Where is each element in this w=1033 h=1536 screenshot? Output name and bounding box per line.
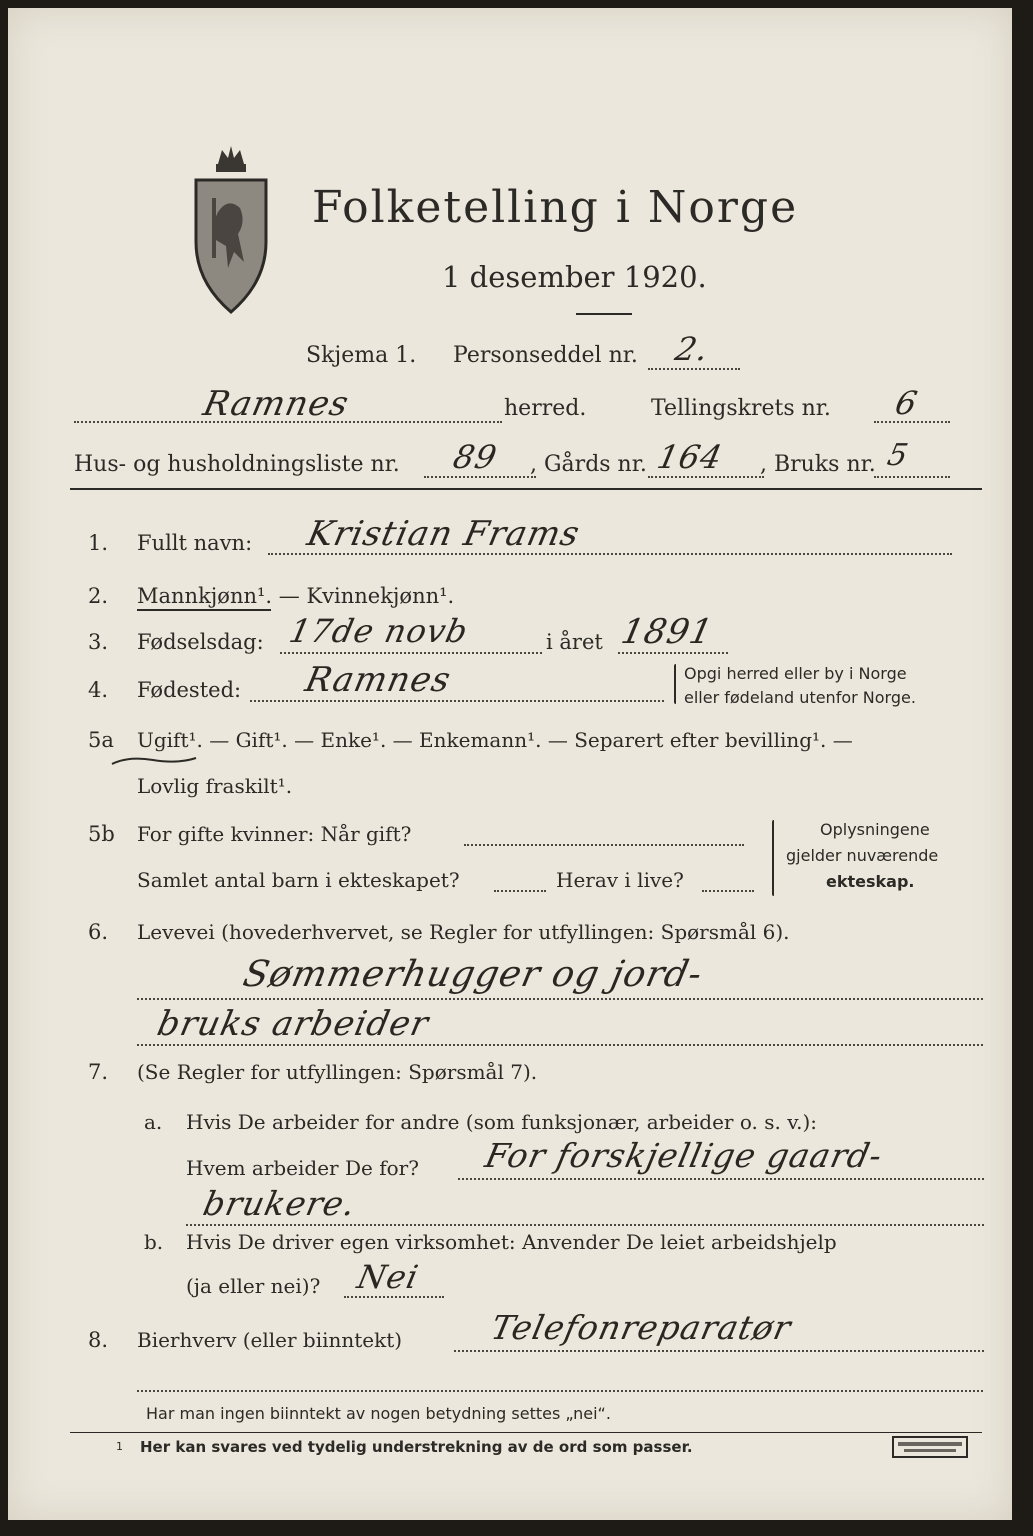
q7b-label-2: (ja eller nei)?	[186, 1274, 321, 1298]
q5b-note-1: Oplysningene	[820, 820, 930, 839]
census-date: 1 desember 1920.	[442, 260, 707, 294]
q6-number: 6.	[88, 920, 109, 944]
bruks-value: 5	[884, 438, 912, 473]
q4-number: 4.	[88, 678, 109, 702]
q7-label: (Se Regler for utfyllingen: Spørsmål 7).	[137, 1060, 538, 1084]
header-divider	[70, 488, 982, 490]
footnote-mark: 1	[116, 1440, 123, 1453]
footer-divider	[70, 1432, 982, 1433]
q7a-letter: a.	[144, 1110, 163, 1134]
q4-note-1: Opgi herred eller by i Norge	[684, 664, 907, 683]
gards-label: , Gårds nr.	[530, 452, 647, 477]
q8-number: 8.	[88, 1328, 109, 1352]
skjema-label: Skjema 1.	[306, 343, 417, 368]
q8-value: Telefonreparatør	[487, 1308, 796, 1347]
hus-label: Hus- og husholdningsliste nr.	[74, 452, 400, 477]
q7-number: 7.	[88, 1060, 109, 1084]
q2-number: 2.	[88, 584, 109, 608]
gards-value: 164	[653, 438, 727, 476]
hus-value: 89	[449, 438, 501, 476]
q2-label: Mannkjønn¹. — Kvinnekjønn¹.	[137, 584, 455, 608]
q7a-value-2: brukere.	[199, 1184, 360, 1223]
q5b-label-2: Samlet antal barn i ekteskapet?	[137, 868, 460, 892]
q3-value: 17de novb	[285, 612, 472, 650]
q6-label: Levevei (hovederhvervet, se Regler for utfyllingen: Spørsmål 6).	[137, 920, 790, 944]
q5b-label-1: For gifte kvinner: Når gift?	[137, 822, 412, 846]
q6-value-1: Sømmerhugger og jord-	[239, 954, 707, 995]
q5b-number: 5b	[88, 822, 115, 846]
q7b-label: Hvis De driver egen virksomhet: Anvender De leiet arbeidshjelp	[186, 1230, 837, 1254]
q4-note-2: eller fødeland utenfor Norge.	[684, 688, 916, 707]
footer-note: Har man ingen biinntekt av nogen betydning settes „nei“.	[146, 1404, 611, 1423]
q4-value: Ramnes	[301, 660, 455, 700]
coat-of-arms-icon	[188, 142, 274, 322]
q5b-note-2: gjelder nuværende	[786, 846, 939, 865]
q5b-label-3: Herav i live?	[556, 868, 684, 892]
tellingskrets-label: Tellingskrets nr.	[651, 396, 831, 421]
personseddel-label: Personseddel nr.	[453, 343, 638, 368]
form-title: Folketelling i Norge	[312, 182, 799, 233]
q8-label: Bierhverv (eller biinntekt)	[137, 1328, 403, 1352]
q4-label: Fødested:	[137, 678, 242, 702]
q7a-value-1: For forskjellige gaard-	[481, 1136, 887, 1175]
title-divider	[576, 313, 632, 315]
q5a-label-2: Lovlig fraskilt¹.	[137, 774, 293, 798]
q7a-label-2: Hvem arbeider De for?	[186, 1156, 419, 1180]
q3-label: Fødselsdag:	[137, 630, 264, 654]
q5a-label: Ugift¹. — Gift¹. — Enke¹. — Enkemann¹. — Separert efter bevilling¹. —	[137, 728, 853, 752]
q6-value-2: bruks arbeider	[153, 1004, 433, 1044]
q7b-letter: b.	[144, 1230, 164, 1254]
bruks-label: , Bruks nr.	[760, 452, 876, 477]
personseddel-value: 2.	[671, 330, 713, 368]
q7a-label: Hvis De arbeider for andre (som funksjonær, arbeider o. s. v.):	[186, 1110, 818, 1134]
herred-label: herred.	[504, 396, 587, 421]
q3-year-value: 1891	[617, 612, 717, 652]
printer-stamp-icon	[892, 1436, 968, 1458]
q7b-value: Nei	[353, 1258, 423, 1296]
mannkjonn-underline	[137, 609, 271, 611]
herred-value: Ramnes	[199, 384, 353, 424]
q1-number: 1.	[88, 531, 109, 555]
q5b-note-3: ekteskap.	[826, 872, 915, 891]
q3-number: 3.	[88, 630, 109, 654]
census-form-sheet	[8, 8, 1012, 1520]
tellingskrets-value: 6	[891, 384, 922, 422]
q1-label: Fullt navn:	[137, 531, 253, 555]
q5a-number: 5a	[88, 728, 114, 752]
footnote: Her kan svares ved tydelig understrekning av de ord som passer.	[140, 1438, 693, 1456]
q3-year-label: i året	[546, 630, 603, 654]
ugift-underline	[108, 752, 198, 768]
q1-value: Kristian Frams	[303, 514, 584, 554]
